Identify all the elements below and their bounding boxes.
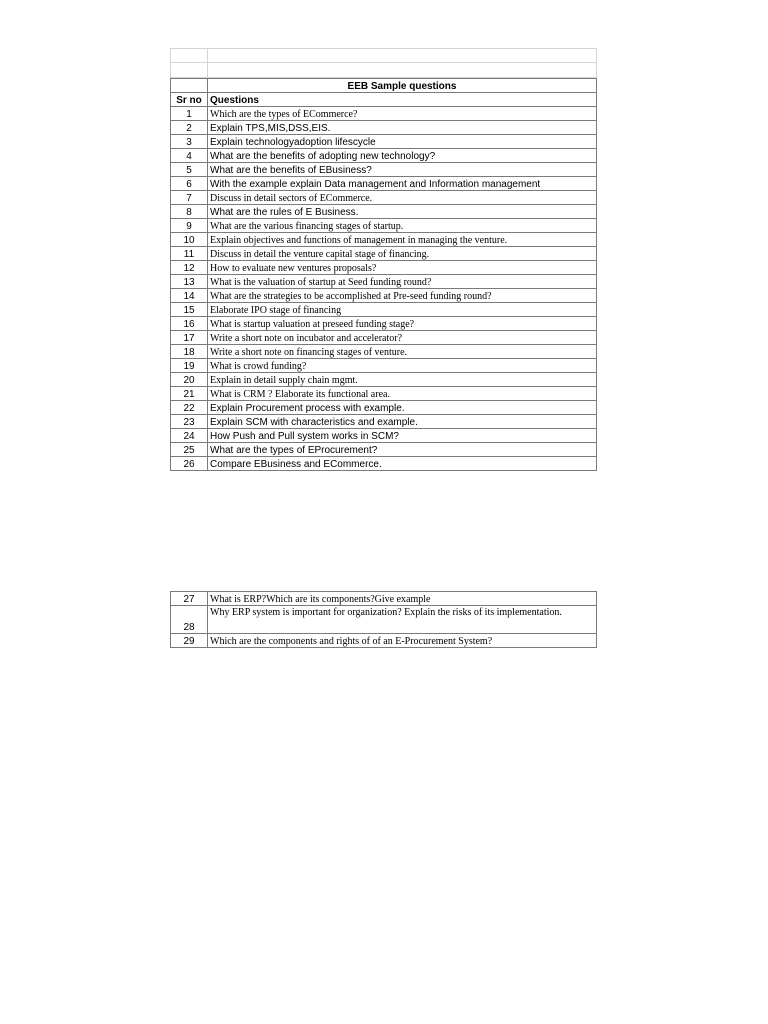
- questions-table-2-body: [171, 592, 597, 648]
- question-text: Explain Procurement process with example.: [208, 401, 597, 415]
- row-number: 15: [171, 303, 208, 317]
- header-sr-no: Sr no: [171, 93, 208, 107]
- question-text: What are the strategies to be accomplished at Pre-seed funding round?: [208, 289, 597, 303]
- row-number: 16: [171, 317, 208, 331]
- table-row: [171, 107, 597, 121]
- table-row: [171, 429, 597, 443]
- table-row: [171, 443, 597, 457]
- table-row: [171, 401, 597, 415]
- row-number: 2: [171, 121, 208, 135]
- title-row-blank: [171, 79, 208, 93]
- header-questions: Questions: [208, 93, 597, 107]
- question-text: What are the various financing stages of startup.: [208, 219, 597, 233]
- question-text: What are the rules of E Business.: [208, 205, 597, 219]
- row-number: 11: [171, 247, 208, 261]
- row-number: 25: [171, 443, 208, 457]
- row-number: 4: [171, 149, 208, 163]
- row-number: 6: [171, 177, 208, 191]
- row-number: 27: [171, 592, 208, 606]
- row-number: 9: [171, 219, 208, 233]
- table-row: [171, 634, 597, 648]
- row-number: 8: [171, 205, 208, 219]
- question-text: Which are the components and rights of of an E-Procurement System?: [208, 634, 597, 648]
- row-number: 22: [171, 401, 208, 415]
- sheet-title: EEB Sample questions: [208, 79, 597, 93]
- table-row: [171, 303, 597, 317]
- row-number: 21: [171, 387, 208, 401]
- row-number: 18: [171, 345, 208, 359]
- questions-table: [170, 78, 597, 471]
- empty-cell: [208, 49, 597, 63]
- table-row: [171, 331, 597, 345]
- table-row: [171, 275, 597, 289]
- table-row: [171, 457, 597, 471]
- empty-cell: [171, 49, 208, 63]
- table-row: [171, 191, 597, 205]
- row-number: 13: [171, 275, 208, 289]
- question-text: Explain technologyadoption lifescycle: [208, 135, 597, 149]
- question-text: Explain SCM with characteristics and example.: [208, 415, 597, 429]
- question-text: Why ERP system is important for organization? Explain the risks of its implementation.: [208, 606, 597, 634]
- table-row: [171, 177, 597, 191]
- question-text: Explain in detail supply chain mgmt.: [208, 373, 597, 387]
- table-row: [171, 415, 597, 429]
- question-text: With the example explain Data management and Information management: [208, 177, 597, 191]
- table-row: [171, 205, 597, 219]
- empty-cell: [171, 63, 208, 78]
- row-number: 23: [171, 415, 208, 429]
- row-number: 26: [171, 457, 208, 471]
- question-text: Discuss in detail the venture capital stage of financing.: [208, 247, 597, 261]
- empty-grid-rows: [170, 48, 597, 78]
- question-text: What is CRM ? Elaborate its functional area.: [208, 387, 597, 401]
- row-number: 14: [171, 289, 208, 303]
- table-row: [171, 135, 597, 149]
- question-text: Elaborate IPO stage of financing: [208, 303, 597, 317]
- row-number: 3: [171, 135, 208, 149]
- row-number: 29: [171, 634, 208, 648]
- table-row: [171, 317, 597, 331]
- question-text: Write a short note on incubator and accelerator?: [208, 331, 597, 345]
- row-number: 17: [171, 331, 208, 345]
- row-number: 20: [171, 373, 208, 387]
- table-row: [171, 373, 597, 387]
- row-number: 24: [171, 429, 208, 443]
- row-number: 28: [171, 606, 208, 634]
- question-text: Explain objectives and functions of management in managing the venture.: [208, 233, 597, 247]
- row-number: 5: [171, 163, 208, 177]
- question-text: What is ERP?Which are its components?Give example: [208, 592, 597, 606]
- row-number: 7: [171, 191, 208, 205]
- question-text: Write a short note on financing stages of venture.: [208, 345, 597, 359]
- questions-table-2: [170, 591, 597, 648]
- question-text: Discuss in detail sectors of ECommerce.: [208, 191, 597, 205]
- header-row: [171, 93, 597, 107]
- table-row: [171, 345, 597, 359]
- question-text: What are the benefits of EBusiness?: [208, 163, 597, 177]
- table-row: [171, 261, 597, 275]
- title-row: [171, 79, 597, 93]
- table-row: [171, 359, 597, 373]
- questions-table-body: [171, 79, 597, 471]
- question-text: What is startup valuation at preseed funding stage?: [208, 317, 597, 331]
- table-row: [171, 606, 597, 634]
- table-row: [171, 592, 597, 606]
- question-text: Explain TPS,MIS,DSS,EIS.: [208, 121, 597, 135]
- question-text: Compare EBusiness and ECommerce.: [208, 457, 597, 471]
- question-text: Which are the types of ECommerce?: [208, 107, 597, 121]
- table-row: [171, 289, 597, 303]
- question-text: How Push and Pull system works in SCM?: [208, 429, 597, 443]
- table-row: [171, 121, 597, 135]
- question-text: What is the valuation of startup at Seed funding round?: [208, 275, 597, 289]
- empty-cell: [208, 63, 597, 78]
- table-row: [171, 163, 597, 177]
- table-row: [171, 247, 597, 261]
- row-number: 12: [171, 261, 208, 275]
- row-number: 10: [171, 233, 208, 247]
- table-row: [171, 387, 597, 401]
- table-row: [171, 149, 597, 163]
- question-text: What are the benefits of adopting new technology?: [208, 149, 597, 163]
- question-text: How to evaluate new ventures proposals?: [208, 261, 597, 275]
- table-row: [171, 233, 597, 247]
- table-row: [171, 219, 597, 233]
- row-number: 1: [171, 107, 208, 121]
- question-text: What is crowd funding?: [208, 359, 597, 373]
- row-number: 19: [171, 359, 208, 373]
- question-text: What are the types of EProcurement?: [208, 443, 597, 457]
